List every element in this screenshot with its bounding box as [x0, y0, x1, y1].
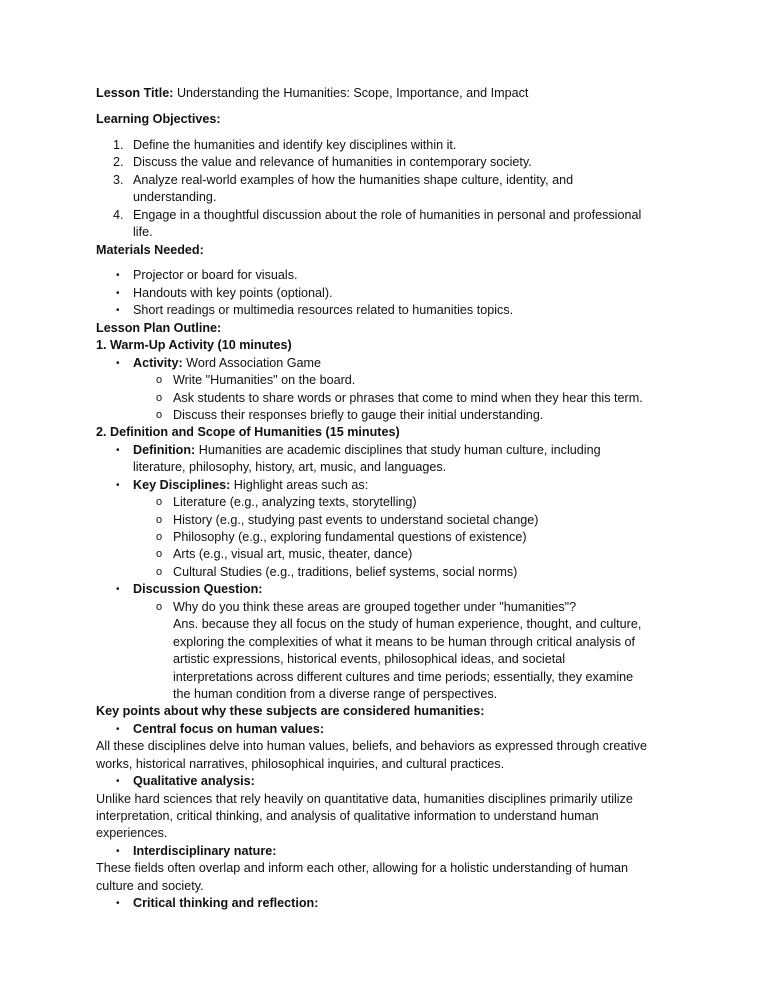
bullet-icon: •: [116, 723, 120, 735]
bold-label: Interdisciplinary nature:: [133, 843, 277, 858]
text-line: [0, 616, 768, 633]
list-item: [0, 599, 768, 616]
body-text: interpretations across different cultures and time periods; essentially, they examine: [173, 669, 634, 684]
line-text: [173, 372, 355, 389]
line-text: [133, 154, 532, 171]
body-text: understanding.: [133, 190, 217, 205]
body-text: life.: [133, 225, 153, 240]
heading-line: [0, 111, 768, 128]
line-text: [173, 634, 635, 651]
body-text: Write "Humanities" on the board.: [173, 373, 356, 388]
line-text: [173, 546, 412, 563]
body-text: Projector or board for visuals.: [133, 268, 298, 283]
sub-bullet-icon: o: [156, 565, 163, 578]
line-text: [133, 285, 333, 302]
body-text: interpretation, critical thinking, and analysis of qualitative information to understand human: [96, 809, 599, 823]
line-text: [133, 895, 318, 912]
body-text: culture and society.: [96, 878, 204, 893]
bold-label: Discussion Question:: [133, 582, 263, 597]
text-line: [0, 85, 768, 102]
list-item: [0, 154, 768, 171]
bullet-icon: •: [116, 270, 120, 282]
body-text: Philosophy (e.g., exploring fundamental questions of existence): [173, 530, 527, 544]
bullet-icon: •: [116, 305, 120, 317]
list-number: 4.: [113, 207, 124, 222]
bullet-icon: •: [116, 287, 120, 299]
line-text: [133, 207, 641, 224]
body-text: Define the humanities and identify key disciplines within it.: [133, 137, 457, 152]
bold-label: Learning Objectives:: [96, 111, 221, 126]
list-item: [0, 372, 768, 389]
sub-bullet-icon: o: [156, 391, 163, 404]
bullet-icon: •: [116, 584, 120, 596]
bullet-icon: •: [116, 479, 120, 491]
bullet-icon: •: [116, 357, 120, 369]
list-item: [0, 302, 768, 319]
body-text: Arts (e.g., visual art, music, theater, dance): [173, 547, 413, 562]
list-item: [0, 137, 768, 154]
line-text: [173, 686, 497, 703]
bold-label: 1. Warm-Up Activity (10 minutes): [96, 338, 292, 353]
body-text: Short readings or multimedia resources related to humanities topics.: [133, 303, 514, 318]
line-text: [173, 564, 517, 581]
text-line: [0, 634, 768, 651]
bold-label: Central focus on human values:: [133, 721, 325, 736]
body-text: experiences.: [96, 826, 168, 841]
line-text: [173, 512, 538, 529]
body-text: artistic expressions, historical events, philosophical ideas, and societal: [173, 652, 566, 667]
body-text: the human condition from a diverse range of perspectives.: [173, 686, 498, 701]
list-number: 3.: [113, 172, 124, 187]
text-line: [0, 825, 768, 842]
line-text: [133, 189, 216, 206]
text-line: [0, 686, 768, 703]
text-line: [0, 738, 768, 755]
list-item: [0, 285, 768, 302]
text-line: [0, 189, 768, 206]
line-text: [133, 773, 255, 790]
body-text: Analyze real-world examples of how the humanities shape culture, identity, and: [133, 172, 574, 187]
line-text: [133, 355, 321, 372]
body-text: literature, philosophy, history, art, music, and languages.: [133, 460, 447, 475]
heading-line: [0, 721, 768, 738]
body-text: works, historical narratives, philosophical inquiries, and cultural practices.: [96, 756, 505, 771]
line-text: [133, 442, 601, 459]
bold-label: 2. Definition and Scope of Humanities (15 minutes): [96, 425, 400, 440]
line-text: [133, 267, 298, 284]
text-line: [0, 756, 768, 773]
body-text: Handouts with key points (optional).: [133, 285, 333, 300]
line-text: [133, 721, 324, 738]
bold-label: Key points about why these subjects are considered humanities:: [96, 704, 485, 719]
line-text: [96, 337, 292, 354]
list-number: 2.: [113, 155, 124, 170]
line-text: [173, 616, 641, 633]
line-text: [96, 860, 628, 877]
bullet-icon: •: [116, 845, 120, 857]
text-line: [0, 669, 768, 686]
heading-line: [0, 703, 768, 720]
list-item: [0, 390, 768, 407]
body-text: Engage in a thoughtful discussion about the role of humanities in personal and professional: [133, 207, 642, 222]
text-line: [0, 651, 768, 668]
bold-label: Qualitative analysis:: [133, 774, 255, 789]
list-item: [0, 207, 768, 224]
body-text: Why do you think these areas are grouped together under "humanities"?: [173, 599, 577, 614]
body-text: Cultural Studies (e.g., traditions, belief systems, social norms): [173, 564, 518, 579]
list-item: [0, 442, 768, 459]
heading-line: [0, 773, 768, 790]
list-item: [0, 267, 768, 284]
heading-line: [0, 581, 768, 598]
body-text: Literature (e.g., analyzing texts, storytelling): [173, 495, 417, 510]
body-text: Discuss the value and relevance of humanities in contemporary society.: [133, 155, 532, 170]
body-text: History (e.g., studying past events to understand societal change): [173, 512, 539, 527]
line-text: [96, 320, 221, 337]
line-text: [96, 424, 400, 441]
heading-line: [0, 337, 768, 354]
line-text: [173, 529, 527, 546]
list-item: [0, 494, 768, 511]
body-text: Ans. because they all focus on the study of human experience, thought, and culture,: [173, 617, 642, 632]
heading-line: [0, 843, 768, 860]
line-text: [133, 459, 446, 476]
sub-bullet-icon: o: [156, 548, 163, 561]
sub-bullet-icon: o: [156, 496, 163, 509]
list-item: [0, 477, 768, 494]
line-text: [96, 738, 647, 755]
text-line: [0, 791, 768, 808]
line-text: [96, 85, 528, 102]
bold-label: Materials Needed:: [96, 242, 204, 257]
list-item: [0, 355, 768, 372]
heading-line: [0, 424, 768, 441]
sub-bullet-icon: o: [156, 374, 163, 387]
line-text: [133, 581, 262, 598]
text-line: [0, 878, 768, 895]
heading-line: [0, 242, 768, 259]
sub-bullet-icon: o: [156, 531, 163, 543]
text-line: [0, 808, 768, 825]
bold-label: Activity:: [133, 355, 183, 370]
line-text: [133, 172, 573, 189]
line-text: [133, 477, 368, 494]
text-line: [0, 459, 768, 476]
line-text: [96, 756, 504, 773]
body-text: Ask students to share words or phrases that come to mind when they hear this term.: [173, 390, 643, 405]
list-item: [0, 172, 768, 189]
line-text: [133, 224, 153, 241]
line-text: [96, 111, 221, 128]
list-item: [0, 564, 768, 581]
line-text: [173, 599, 576, 616]
bold-label: Key Disciplines:: [133, 477, 231, 492]
list-item: [0, 546, 768, 563]
bold-label: Lesson Plan Outline:: [96, 320, 222, 335]
document-page: [0, 85, 768, 913]
text-line: [0, 860, 768, 877]
body-text: Understanding the Humanities: Scope, Importance, and Impact: [173, 86, 529, 100]
line-text: [133, 302, 513, 319]
sub-bullet-icon: o: [156, 600, 163, 613]
line-text: [133, 137, 456, 154]
bullet-icon: •: [116, 898, 120, 910]
bold-label: Definition:: [133, 442, 196, 457]
line-text: [133, 843, 276, 860]
bullet-icon: •: [116, 444, 120, 456]
sub-bullet-icon: o: [156, 408, 163, 421]
line-text: [96, 878, 204, 895]
heading-line: [0, 895, 768, 912]
line-text: [173, 390, 643, 407]
body-text: Unlike hard sciences that rely heavily on quantitative data, humanities disciplines primarily utilize: [96, 791, 633, 806]
list-number: 1.: [113, 137, 124, 152]
line-text: [173, 651, 565, 668]
bullet-icon: •: [116, 776, 120, 788]
line-text: [96, 825, 167, 842]
line-text: [96, 791, 633, 808]
sub-bullet-icon: o: [156, 513, 163, 526]
text-line: [0, 224, 768, 241]
body-text: exploring the complexities of what it means to be human through critical analysis of: [173, 634, 636, 649]
bold-label: Critical thinking and reflection:: [133, 896, 319, 911]
line-text: [173, 669, 633, 686]
list-item: [0, 529, 768, 546]
bold-label: Lesson Title:: [96, 86, 174, 100]
body-text: Word Association Game: [182, 355, 322, 370]
line-text: [96, 808, 599, 825]
line-text: [96, 242, 204, 259]
list-item: [0, 407, 768, 424]
body-text: Discuss their responses briefly to gauge their initial understanding.: [173, 407, 544, 422]
body-text: These fields often overlap and inform each other, allowing for a holistic understanding of human: [96, 861, 629, 876]
line-text: [173, 494, 417, 511]
body-text: Humanities are academic disciplines that study human culture, including: [195, 442, 601, 457]
line-text: [173, 407, 543, 424]
body-text: Highlight areas such as:: [230, 477, 369, 492]
list-item: [0, 512, 768, 529]
line-text: [96, 703, 484, 720]
heading-line: [0, 320, 768, 337]
body-text: All these disciplines delve into human values, beliefs, and behaviors as expressed through creative: [96, 739, 647, 754]
